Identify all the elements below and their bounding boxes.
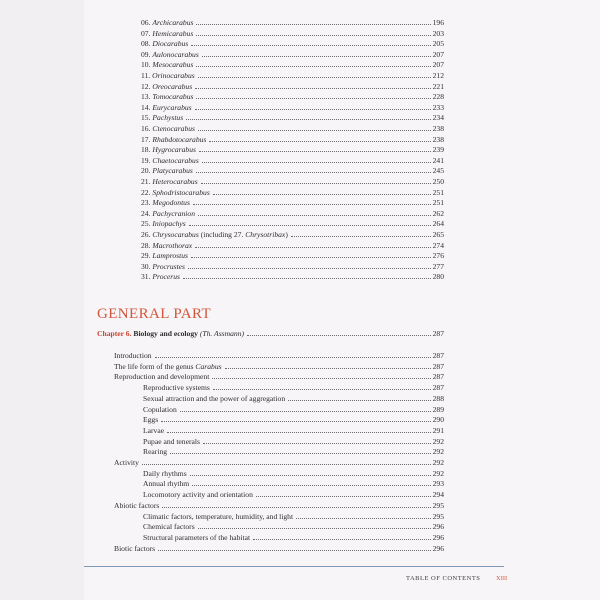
section-title bbox=[143, 521, 196, 532]
dot-leader bbox=[186, 113, 430, 120]
section-entry bbox=[143, 436, 444, 447]
genus-name: Platycarabus bbox=[152, 166, 193, 176]
section-entry bbox=[114, 371, 444, 382]
genus-entry bbox=[141, 91, 444, 102]
genus-page: 196 bbox=[432, 18, 444, 27]
section-page: 288 bbox=[432, 393, 444, 403]
section-entry bbox=[143, 446, 444, 457]
genus-title bbox=[141, 59, 194, 70]
section-text: Reproductive systems bbox=[143, 383, 210, 393]
section-page: 290 bbox=[432, 415, 444, 425]
dot-leader bbox=[225, 362, 431, 369]
genus-title bbox=[141, 49, 200, 60]
dot-leader bbox=[193, 198, 431, 205]
dot-leader bbox=[170, 447, 431, 454]
genus-page: 207 bbox=[432, 60, 444, 70]
section-page: 296 bbox=[432, 532, 444, 542]
genus-name: Archicarabus bbox=[152, 18, 194, 27]
dot-leader bbox=[142, 458, 431, 465]
dot-leader bbox=[191, 39, 430, 46]
genus-page: 221 bbox=[432, 81, 444, 91]
dot-leader bbox=[199, 145, 431, 152]
genus-name: Chaetocarabus bbox=[152, 155, 199, 165]
genus-number: 26. bbox=[141, 230, 153, 239]
genus-entry bbox=[141, 271, 444, 282]
genus-title bbox=[141, 28, 194, 39]
genus-page: 205 bbox=[432, 39, 444, 49]
footer-label: TABLE OF CONTENTS bbox=[406, 575, 481, 582]
dot-leader bbox=[191, 251, 431, 258]
section-page: 295 bbox=[432, 511, 444, 521]
genus-entry bbox=[141, 123, 444, 134]
section-text: Copulation bbox=[143, 404, 177, 414]
genus-number: 11. bbox=[141, 71, 153, 80]
genus-name: Rhabdotocarabus bbox=[152, 134, 207, 144]
genus-entry bbox=[141, 229, 444, 240]
genus-title bbox=[141, 38, 189, 49]
section-page: 287 bbox=[432, 383, 444, 393]
section-text: Sexual attraction and the power of aggregation bbox=[143, 393, 286, 403]
genus-page: 241 bbox=[432, 155, 444, 165]
chapter-label: Chapter 6. bbox=[97, 329, 132, 338]
chapter-author: (Th. Assmann) bbox=[199, 329, 245, 338]
genus-title bbox=[141, 123, 196, 134]
section-title bbox=[114, 500, 160, 511]
section-page: 295 bbox=[432, 500, 444, 510]
section-page: 287 bbox=[432, 351, 444, 360]
section-text: Pupae and tenerals bbox=[143, 436, 200, 446]
section-text: Larvae bbox=[143, 425, 165, 435]
genus-title bbox=[141, 112, 184, 123]
dot-leader bbox=[202, 50, 431, 57]
dot-leader bbox=[155, 351, 431, 358]
dot-leader bbox=[188, 262, 431, 269]
genus-number: 07. bbox=[141, 28, 153, 38]
section-text: Abiotic factors bbox=[114, 500, 160, 510]
genus-page: 262 bbox=[432, 208, 444, 218]
genus-number: 28. bbox=[141, 240, 153, 250]
genus-entry bbox=[141, 197, 444, 208]
genus-page: 238 bbox=[432, 134, 444, 144]
genus-name: Heterocarabus bbox=[152, 177, 198, 186]
section-entry bbox=[114, 457, 444, 468]
dot-leader bbox=[162, 501, 430, 508]
genus-title bbox=[141, 144, 197, 155]
dot-leader bbox=[253, 533, 430, 540]
section-entry bbox=[143, 478, 444, 489]
genus-title bbox=[141, 218, 187, 229]
genus-number: 06. bbox=[141, 18, 153, 27]
genus-entry bbox=[141, 81, 444, 92]
section-text-italic: Carabus bbox=[195, 361, 222, 371]
chapter-title-group bbox=[97, 328, 245, 339]
section-text: Eggs bbox=[143, 415, 159, 425]
genus-entry bbox=[141, 144, 444, 155]
section-entry bbox=[114, 350, 444, 361]
genus-number: 18. bbox=[141, 145, 153, 155]
chapter-entry bbox=[97, 328, 444, 339]
section-title bbox=[143, 425, 165, 436]
genus-note-end: ) bbox=[285, 230, 288, 239]
genus-name: Aulonocarabus bbox=[152, 49, 199, 59]
genus-title bbox=[141, 134, 207, 145]
section-entry bbox=[143, 511, 444, 522]
genus-title bbox=[141, 261, 186, 272]
genus-title bbox=[141, 176, 199, 187]
genus-title bbox=[141, 155, 200, 166]
genus-number: 12. bbox=[141, 81, 153, 91]
dot-leader bbox=[209, 135, 430, 142]
section-title bbox=[143, 436, 201, 447]
section-title bbox=[114, 371, 210, 382]
genus-name: Procerus bbox=[152, 272, 180, 282]
dot-leader bbox=[213, 383, 431, 390]
genus-entry bbox=[141, 240, 444, 251]
section-page: 289 bbox=[432, 404, 444, 414]
genus-name: Tomocarabus bbox=[152, 92, 194, 102]
genus-number: 09. bbox=[141, 49, 153, 59]
genus-number: 13. bbox=[141, 92, 153, 102]
genus-entry bbox=[141, 134, 444, 145]
genus-title bbox=[141, 240, 193, 251]
dot-leader bbox=[183, 272, 431, 279]
genus-title bbox=[141, 91, 194, 102]
chapter-page: 287 bbox=[432, 329, 444, 338]
footer-rule bbox=[84, 566, 504, 567]
dot-leader bbox=[198, 209, 431, 216]
section-page: 292 bbox=[432, 436, 444, 446]
genus-name: Eurycarabus bbox=[152, 102, 192, 112]
genus-entry bbox=[141, 112, 444, 123]
genus-page: 228 bbox=[432, 92, 444, 102]
genus-entry bbox=[141, 208, 444, 219]
section-text: Biotic factors bbox=[114, 543, 156, 553]
dot-leader bbox=[198, 522, 431, 529]
section-entry bbox=[143, 404, 444, 415]
section-title bbox=[143, 393, 286, 404]
genus-entry bbox=[141, 70, 444, 81]
dot-leader bbox=[167, 426, 431, 433]
dot-leader bbox=[198, 124, 431, 131]
section-entry bbox=[114, 361, 444, 372]
genus-entry bbox=[141, 261, 444, 272]
dot-leader bbox=[203, 437, 431, 444]
section-title bbox=[143, 382, 211, 393]
genus-page: 264 bbox=[432, 219, 444, 229]
section-title bbox=[143, 468, 188, 479]
section-entry bbox=[114, 543, 444, 554]
section-entry bbox=[143, 414, 444, 425]
genus-page: 276 bbox=[432, 251, 444, 261]
section-title bbox=[114, 350, 153, 361]
genus-entry bbox=[141, 102, 444, 113]
genus-number: 15. bbox=[141, 113, 153, 123]
dot-leader bbox=[288, 394, 430, 401]
section-entry bbox=[114, 500, 444, 511]
genus-entry bbox=[141, 187, 444, 198]
genus-number: 21. bbox=[141, 177, 153, 186]
genus-name: Iniopachys bbox=[152, 219, 186, 229]
section-entry bbox=[143, 489, 444, 500]
section-page: 292 bbox=[432, 447, 444, 457]
genus-entry bbox=[141, 59, 444, 70]
section-entry bbox=[143, 521, 444, 532]
section-page: 287 bbox=[432, 372, 444, 382]
chapter-title: Biology and ecology bbox=[133, 329, 198, 338]
dot-leader bbox=[195, 103, 431, 110]
genus-title bbox=[141, 229, 289, 240]
section-text: Reproduction and development bbox=[114, 372, 210, 382]
dot-leader bbox=[196, 166, 431, 173]
dot-leader bbox=[190, 469, 431, 476]
genus-entry bbox=[141, 176, 444, 187]
section-text: Daily rhythms bbox=[143, 468, 187, 478]
section-title bbox=[114, 361, 223, 372]
genus-title bbox=[141, 17, 194, 28]
dot-leader bbox=[296, 512, 431, 519]
genus-number: 10. bbox=[141, 60, 153, 70]
genus-title bbox=[141, 250, 189, 261]
section-text: Chemical factors bbox=[143, 522, 195, 532]
genus-number: 14. bbox=[141, 102, 153, 112]
genus-name: Hygrocarabus bbox=[152, 145, 196, 155]
genus-number: 20. bbox=[141, 166, 153, 176]
section-page: 296 bbox=[432, 543, 444, 553]
genus-page: 233 bbox=[432, 102, 444, 112]
genus-page: 203 bbox=[432, 28, 444, 38]
genus-title bbox=[141, 70, 196, 81]
genus-entry bbox=[141, 38, 444, 49]
genus-page: 274 bbox=[432, 240, 444, 250]
genus-name: Lamprostus bbox=[152, 251, 188, 261]
genus-number: 16. bbox=[141, 124, 153, 133]
genus-number: 23. bbox=[141, 198, 153, 208]
section-text: The life form of the genus bbox=[114, 361, 196, 371]
dot-leader bbox=[196, 18, 430, 25]
genus-page: 250 bbox=[432, 177, 444, 186]
section-text: Introduction bbox=[114, 351, 152, 360]
genus-title bbox=[141, 208, 196, 219]
section-text: Annual rhythm bbox=[143, 479, 190, 489]
section-title bbox=[143, 404, 178, 415]
section-page: 287 bbox=[432, 361, 444, 371]
dot-leader bbox=[212, 372, 430, 379]
genus-page: 277 bbox=[432, 261, 444, 271]
section-entry bbox=[143, 532, 444, 543]
genus-entry bbox=[141, 49, 444, 60]
genus-name: Oreocarabus bbox=[152, 81, 193, 91]
section-title bbox=[143, 489, 254, 500]
genus-number: 08. bbox=[141, 39, 153, 49]
section-entry bbox=[143, 393, 444, 404]
genus-number: 24. bbox=[141, 208, 153, 218]
genus-name: Mesocarabus bbox=[152, 60, 194, 70]
genus-note: (including 27. bbox=[198, 230, 246, 239]
dot-leader bbox=[189, 219, 431, 226]
section-entry bbox=[143, 425, 444, 436]
section-title bbox=[143, 414, 159, 425]
genus-page: 251 bbox=[432, 198, 444, 208]
genus-name: Macrothorax bbox=[152, 240, 193, 250]
section-title bbox=[114, 457, 140, 468]
genus-page: 245 bbox=[432, 166, 444, 176]
genus-page: 207 bbox=[432, 49, 444, 59]
genus-name: Orinocarabus bbox=[152, 71, 195, 80]
genus-title bbox=[141, 81, 193, 92]
genus-title bbox=[141, 102, 193, 113]
genus-number: 31. bbox=[141, 272, 153, 282]
dot-leader bbox=[196, 60, 430, 67]
genus-name: Sphodristocarabus bbox=[152, 187, 210, 197]
dot-leader bbox=[256, 490, 431, 497]
genus-page: 251 bbox=[432, 187, 444, 197]
genus-name: Ctenocarabus bbox=[152, 124, 195, 133]
genus-title bbox=[141, 197, 191, 208]
genus-entry bbox=[141, 17, 444, 28]
page-margin-background bbox=[0, 0, 84, 600]
genus-entry bbox=[141, 155, 444, 166]
genus-entry bbox=[141, 218, 444, 229]
genus-note-italic: Chrysotribax bbox=[245, 230, 286, 239]
dot-leader bbox=[196, 29, 430, 36]
genus-name: Pachystus bbox=[152, 113, 184, 123]
section-page: 292 bbox=[432, 458, 444, 467]
genus-number: 30. bbox=[141, 261, 153, 271]
dot-leader bbox=[213, 188, 431, 195]
section-page: 293 bbox=[432, 479, 444, 489]
dot-leader bbox=[158, 544, 430, 551]
dot-leader bbox=[291, 230, 431, 237]
dot-leader bbox=[198, 71, 431, 78]
genus-page: 234 bbox=[432, 113, 444, 123]
genus-number: 17. bbox=[141, 134, 153, 144]
genus-page: 238 bbox=[432, 124, 444, 133]
section-title bbox=[143, 446, 168, 457]
dot-leader bbox=[192, 479, 430, 486]
section-title bbox=[143, 511, 294, 522]
section-text: Activity bbox=[114, 458, 139, 467]
genus-name: Procrustes bbox=[152, 261, 186, 271]
genus-name: Megodontus bbox=[152, 198, 190, 208]
genus-page: 265 bbox=[432, 230, 444, 239]
genus-name: Pachycranion bbox=[152, 208, 195, 218]
genus-number: 19. bbox=[141, 155, 153, 165]
section-title bbox=[143, 478, 190, 489]
dot-leader bbox=[202, 156, 431, 163]
genus-number: 22. bbox=[141, 187, 153, 197]
genus-title bbox=[141, 271, 181, 282]
genus-name: Diocarabus bbox=[152, 39, 189, 49]
section-title bbox=[143, 532, 251, 543]
footer-page-number: XIII bbox=[496, 575, 508, 582]
genus-name: Hemicarabus bbox=[152, 28, 194, 38]
section-text: Rearing bbox=[143, 447, 168, 457]
genus-entry bbox=[141, 250, 444, 261]
dot-leader bbox=[201, 177, 431, 184]
genus-page: 212 bbox=[432, 71, 444, 80]
section-page: 296 bbox=[432, 522, 444, 532]
genus-title bbox=[141, 165, 194, 176]
section-entry bbox=[143, 382, 444, 393]
section-page: 291 bbox=[432, 425, 444, 435]
general-part-heading: GENERAL PART bbox=[97, 306, 212, 322]
genus-entry bbox=[141, 165, 444, 176]
dot-leader bbox=[247, 329, 431, 336]
dot-leader bbox=[195, 241, 430, 248]
genus-number: 29. bbox=[141, 251, 153, 261]
genus-name: Chrysocarabus bbox=[152, 230, 199, 239]
section-text: Locomotory activity and orientation bbox=[143, 490, 253, 500]
genus-title bbox=[141, 187, 211, 198]
section-page: 294 bbox=[432, 490, 444, 500]
genus-number: 25. bbox=[141, 219, 153, 229]
dot-leader bbox=[195, 82, 430, 89]
section-entry bbox=[143, 468, 444, 479]
section-page: 292 bbox=[432, 468, 444, 478]
dot-leader bbox=[161, 415, 430, 422]
section-text: Structural parameters of the habitat bbox=[143, 532, 251, 542]
genus-page: 239 bbox=[432, 145, 444, 155]
dot-leader bbox=[180, 405, 431, 412]
section-text: Climatic factors, temperature, humidity, and light bbox=[143, 511, 294, 521]
dot-leader bbox=[196, 92, 430, 99]
genus-entry bbox=[141, 28, 444, 39]
section-title bbox=[114, 543, 156, 554]
genus-page: 280 bbox=[432, 272, 444, 282]
